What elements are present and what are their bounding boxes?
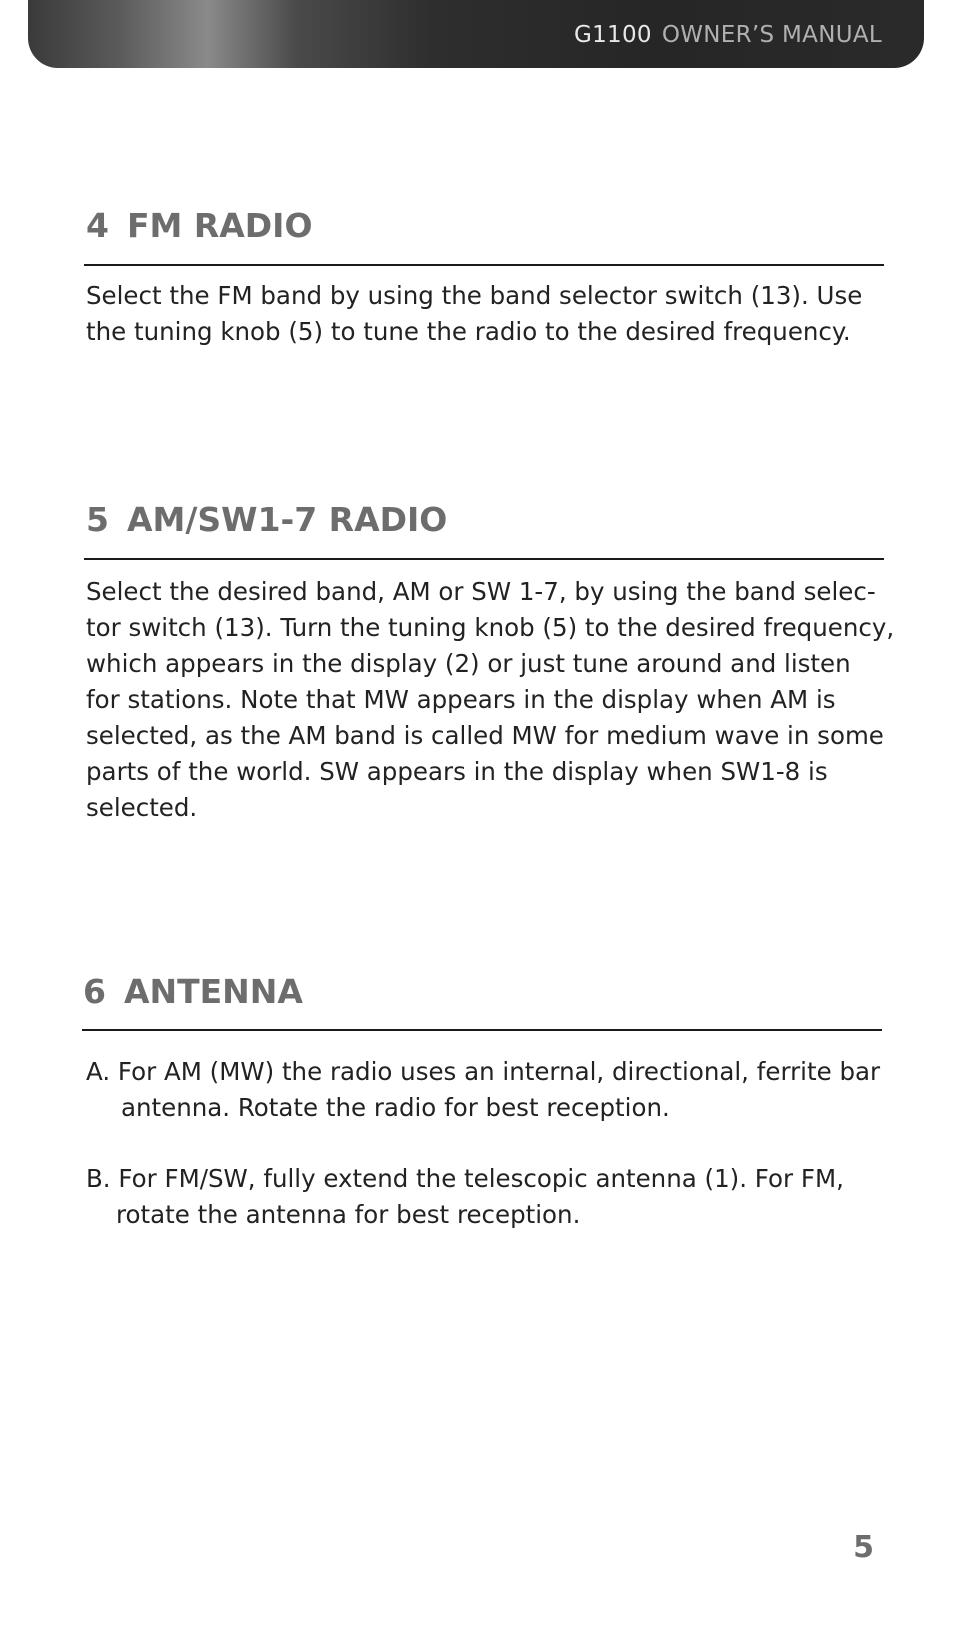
section-divider — [84, 558, 884, 560]
list-item-a — [86, 1054, 886, 1126]
page-number: 5 — [853, 1530, 874, 1565]
header-subtitle: OWNER’S MANUAL — [661, 22, 882, 48]
section-title: ANTENNA — [123, 972, 303, 1011]
section-number: 4 — [86, 206, 109, 245]
body-line: parts of the world. SW appears in the display when SW1-8 is — [86, 757, 828, 786]
body-line: tor switch (13). Turn the tuning knob (5) to the desired frequency, — [86, 613, 895, 642]
section-body-fm-radio — [86, 278, 886, 350]
body-line: Select the desired band, AM or SW 1-7, by using the band selec- — [86, 577, 876, 606]
section-number: 6 — [83, 972, 106, 1011]
body-line: which appears in the display (2) or just tune around and listen — [86, 649, 851, 678]
body-line: selected. — [86, 793, 198, 822]
list-item-line: antenna. Rotate the radio for best reception. — [121, 1093, 670, 1122]
body-line: selected, as the AM band is called MW for medium wave in some — [86, 721, 884, 750]
header-title — [574, 22, 882, 48]
list-item-text: For FM/SW, fully extend the telescopic antenna (1). For FM, — [118, 1164, 844, 1193]
section-body-am-sw-radio — [86, 574, 895, 826]
body-line: Select the FM band by using the band selector switch (13). Use — [86, 281, 863, 310]
section-divider — [84, 264, 884, 266]
list-item-line: rotate the antenna for best reception. — [116, 1200, 581, 1229]
list-item-first-line — [86, 1054, 886, 1090]
body-line: for stations. Note that MW appears in the display when AM is — [86, 685, 836, 714]
section-title: AM/SW1-7 RADIO — [126, 500, 448, 539]
section-heading-fm-radio — [86, 206, 882, 245]
section-title: FM RADIO — [126, 206, 313, 245]
header-bar — [28, 0, 924, 68]
section-divider — [82, 1029, 882, 1031]
section-heading-am-sw-radio — [86, 500, 882, 539]
body-line: the tuning knob (5) to tune the radio to the desired frequency. — [86, 317, 851, 346]
list-item-first-line — [86, 1161, 886, 1197]
list-marker: B. — [86, 1164, 111, 1193]
section-number: 5 — [86, 500, 109, 539]
list-item-text: For AM (MW) the radio uses an internal, directional, ferrite bar — [117, 1057, 881, 1086]
list-item-b — [86, 1161, 886, 1233]
list-marker: A. — [86, 1057, 111, 1086]
section-heading-antenna — [83, 972, 879, 1011]
header-model: G1100 — [573, 22, 652, 48]
